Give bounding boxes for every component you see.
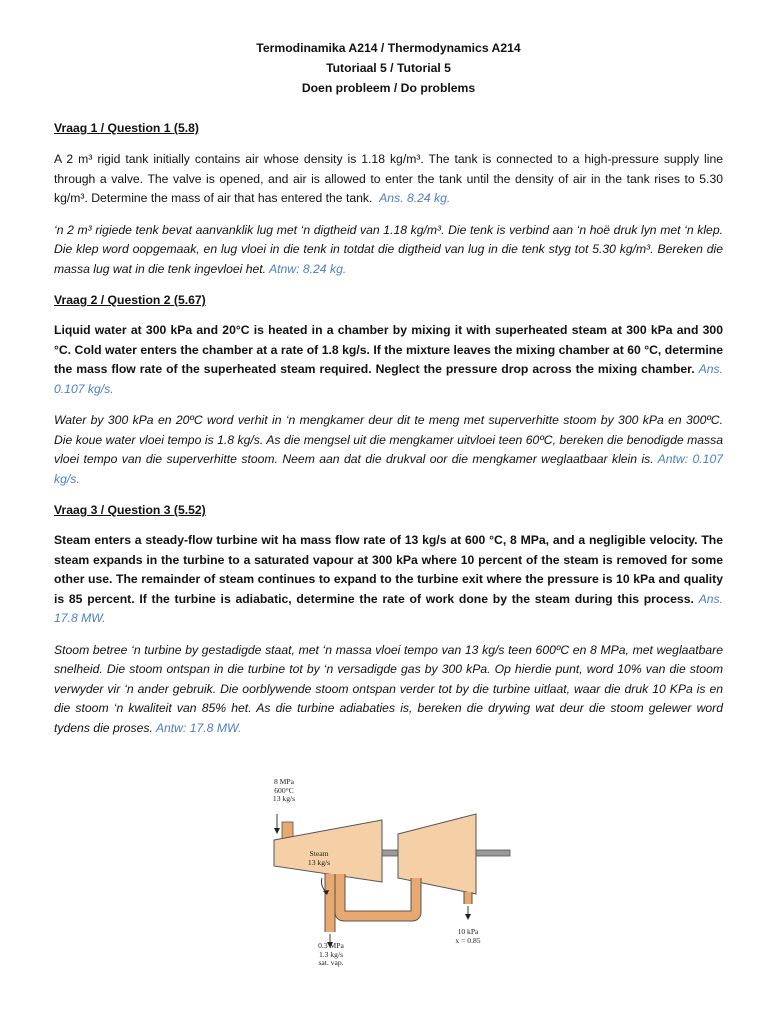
document-header — [54, 38, 723, 98]
question-3 — [54, 501, 723, 738]
answer-english: Ans. 8.24 kg. — [379, 191, 451, 205]
question-title: Vraag 3 / Question 3 (5.52) — [54, 503, 206, 517]
question-text-english: Liquid water at 300 kPa and 20°C is heated in a chamber by mixing it with superheated steam at 300 kPa and 300 °C. Cold water enters the chamber at a rate of 1.8 kg/s. If the mixture leaves the mixing chamber at 60 °C, determine the mass flow rate of the superheated steam required. Neglect the pressure drop across the mixing chamber. Ans. 0.107 kg/s. — [54, 323, 724, 396]
exit-conditions: 10 kPa x = 0.85 — [455, 927, 481, 945]
tutorial-title: Tutoriaal 5 / Tutorial 5 — [326, 61, 451, 75]
question-title: Vraag 1 / Question 1 (5.8) — [54, 121, 199, 135]
exit-arrow-head — [465, 914, 471, 920]
inlet-arrow-head — [274, 828, 280, 834]
question-1 — [54, 119, 723, 279]
question-2 — [54, 291, 723, 489]
instructions-title: Doen probleem / Do problems — [301, 81, 476, 95]
course-title: Termodinamika A214 / Thermodynamics A214 — [256, 41, 521, 55]
answer-afrikaans: Antw: 0.107 kg/s. — [54, 452, 723, 486]
turbine-diagram — [270, 774, 520, 974]
turbine-center-label: Steam 13 kg/s — [307, 849, 331, 867]
question-text-english: A 2 m³ rigid tank initially contains air whose density is 1.18 kg/m³. The tank is connected to a high-pressure supply line through a valve. The valve is opened, and air is allowed to enter the tank until the density of air in the tank rises to 5.30 kg/m³. Determine the mass of air that has entered the tank. Ans. 8.24 kg. — [54, 152, 723, 205]
low-pressure-stage — [398, 814, 476, 894]
question-text-afrikaans: ‘n 2 m³ rigiede tenk bevat aanvanklik lug met ‘n digtheid van 1.18 kg/m³. Die tenk is verbind aan ‘n hoë druk lyn met ‘n klep. Die klep word oopgemaak, en lug vloei in die tenk in totdat die digtheid van lug in die tenk styg tot 5.30 kg/m³. Bereken die massa lug wat in die tenk ingevloei het. Atnw: 8.24 kg. — [54, 222, 723, 276]
question-title: Vraag 2 / Question 2 (5.67) — [54, 293, 206, 307]
question-text-afrikaans: Water by 300 kPa en 20ºC word verhit in ‘n mengkamer deur dit te meng met superverhitte stoom by 300 kPa en 300ºC. Die koue water vloei tempo is 1.8 kg/s. As die mengsel uit die mengkamer uitvloei teen 60ºC, bereken die benodigde massa vloei tempo van die superverhitte stoom. Neem aan dat die drukval oor die mengkamer weglaatbaar klein is. Antw: 0.107 kg/s. — [54, 413, 723, 486]
answer-afrikaans: Antw: 17.8 MW. — [155, 720, 242, 735]
answer-english: Ans. 0.107 kg/s. — [54, 362, 724, 396]
question-text-english: Steam enters a steady-flow turbine wit ha mass flow rate of 13 kg/s at 600 °C, 8 MPa, and a negligible velocity. The steam expands in the turbine to a saturated vapour at 300 kPa where 10 percent of the steam is removed for some other use. The remainder of steam continues to expand to the turbine exit where the pressure is 10 kPa and quality is 85 percent. If the turbine is adiabatic, determine the rate of work done by the steam during this process. Ans. 17.8 MW. — [54, 533, 723, 625]
inlet-conditions: 8 MPa 600°C 13 kg/s — [272, 777, 296, 804]
question-text-afrikaans: Stoom betree ‘n turbine by gestadigde staat, met ‘n massa vloei tempo van 13 kg/s teen 600ºC en 8 MPa, met weglaatbare snelheid. Die stoom ontspan in die turbine tot by ‘n versadigde gas by 300 kPa. Op hierdie punt, word 10% van die stoom verwyder vir ‘n ander gebruik. Die oorblywende stoom ontspan verder tot by die turbine uitlaat, waar die druk 10 KPa is en die stoom ‘n kwaliteit van 85% het. As die turbine adiabaties is, bereken die drywing wat deur die stoom gelewer word tydens die proses. Antw: 17.8 MW. — [54, 642, 723, 735]
answer-afrikaans: Atnw: 8.24 kg. — [269, 261, 347, 276]
extraction-conditions: 0.3 MPa 1.3 kg/s sat. vap. — [318, 941, 344, 968]
document-page — [54, 38, 723, 738]
answer-english: Ans. 17.8 MW. — [54, 591, 723, 625]
